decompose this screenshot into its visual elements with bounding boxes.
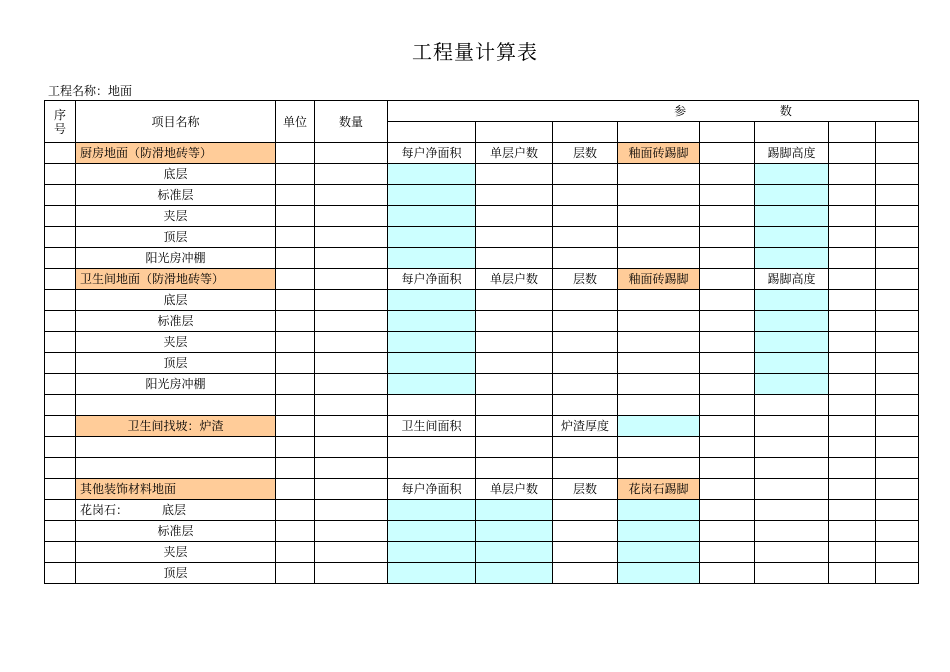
section-title-other[interactable]: 其他装饰材料地面	[76, 479, 276, 500]
param-cell[interactable]: 釉面砖踢脚	[618, 143, 700, 164]
header-quantity: 数量	[315, 101, 388, 143]
row-label[interactable]: 顶层	[76, 227, 276, 248]
table-row	[45, 563, 919, 584]
param-cell[interactable]: 每户净面积	[388, 143, 476, 164]
row-label[interactable]: 阳光房冲棚	[76, 374, 276, 395]
section-title-bathroom[interactable]: 卫生间地面（防滑地砖等）	[76, 269, 276, 290]
row-label[interactable]: 夹层	[76, 332, 276, 353]
table-row	[45, 353, 919, 374]
param-cell[interactable]: 单层户数	[476, 269, 553, 290]
row-label[interactable]: 标准层	[76, 185, 276, 206]
row-prefix: 花岗石：	[80, 503, 129, 517]
param-cell[interactable]: 单层户数	[476, 479, 553, 500]
table-row	[45, 542, 919, 563]
page-title: 工程量计算表	[412, 40, 538, 64]
table-row	[45, 332, 919, 353]
table-row	[45, 143, 919, 164]
section-title-slope[interactable]: 卫生间找坡：炉渣	[76, 416, 276, 437]
row-label-text: 底层	[162, 503, 187, 517]
table-row	[45, 500, 919, 521]
param-cell[interactable]: 踢脚高度	[755, 143, 829, 164]
section-title-kitchen[interactable]: 厨房地面（防滑地砖等）	[76, 143, 276, 164]
table-row	[45, 185, 919, 206]
table-row	[45, 290, 919, 311]
table-row	[45, 416, 919, 437]
header-param-char-2: 数	[779, 104, 792, 118]
header-row-1	[45, 101, 919, 122]
row-label[interactable]: 顶层	[76, 353, 276, 374]
header-item-name: 项目名称	[76, 101, 276, 143]
param-cell[interactable]: 层数	[553, 269, 618, 290]
table-row	[45, 311, 919, 332]
param-cell[interactable]: 踢脚高度	[755, 269, 829, 290]
quantity-calculation-table	[44, 100, 919, 584]
row-label[interactable]: 底层	[76, 290, 276, 311]
header-unit: 单位	[276, 101, 315, 143]
param-cell[interactable]: 层数	[553, 143, 618, 164]
row-label[interactable]: 夹层	[76, 206, 276, 227]
header-parameters	[388, 101, 919, 122]
param-cell[interactable]: 卫生间面积	[388, 416, 476, 437]
table-row	[45, 437, 919, 458]
project-name-label: 工程名称：地面	[48, 84, 133, 98]
table-row	[45, 395, 919, 416]
param-cell[interactable]: 釉面砖踢脚	[618, 269, 700, 290]
table-row	[45, 479, 919, 500]
row-label[interactable]: 底层	[76, 164, 276, 185]
row-label[interactable]	[76, 500, 276, 521]
table-row	[45, 164, 919, 185]
param-cell[interactable]: 炉渣厚度	[553, 416, 618, 437]
param-cell[interactable]: 每户净面积	[388, 479, 476, 500]
param-cell[interactable]: 花岗石踢脚	[618, 479, 700, 500]
table-row	[45, 521, 919, 542]
row-label[interactable]: 顶层	[76, 563, 276, 584]
header-seq: 序 号	[45, 101, 76, 143]
row-label[interactable]: 阳光房冲棚	[76, 248, 276, 269]
param-cell[interactable]: 层数	[553, 479, 618, 500]
table-row	[45, 227, 919, 248]
param-cell[interactable]: 单层户数	[476, 143, 553, 164]
row-label[interactable]: 夹层	[76, 542, 276, 563]
table-row	[45, 269, 919, 290]
table-row	[45, 206, 919, 227]
table-row	[45, 248, 919, 269]
table-row	[45, 374, 919, 395]
table-row	[45, 458, 919, 479]
row-label[interactable]: 标准层	[76, 521, 276, 542]
param-cell[interactable]: 每户净面积	[388, 269, 476, 290]
header-param-char-1: 参	[674, 104, 687, 118]
row-label[interactable]: 标准层	[76, 311, 276, 332]
